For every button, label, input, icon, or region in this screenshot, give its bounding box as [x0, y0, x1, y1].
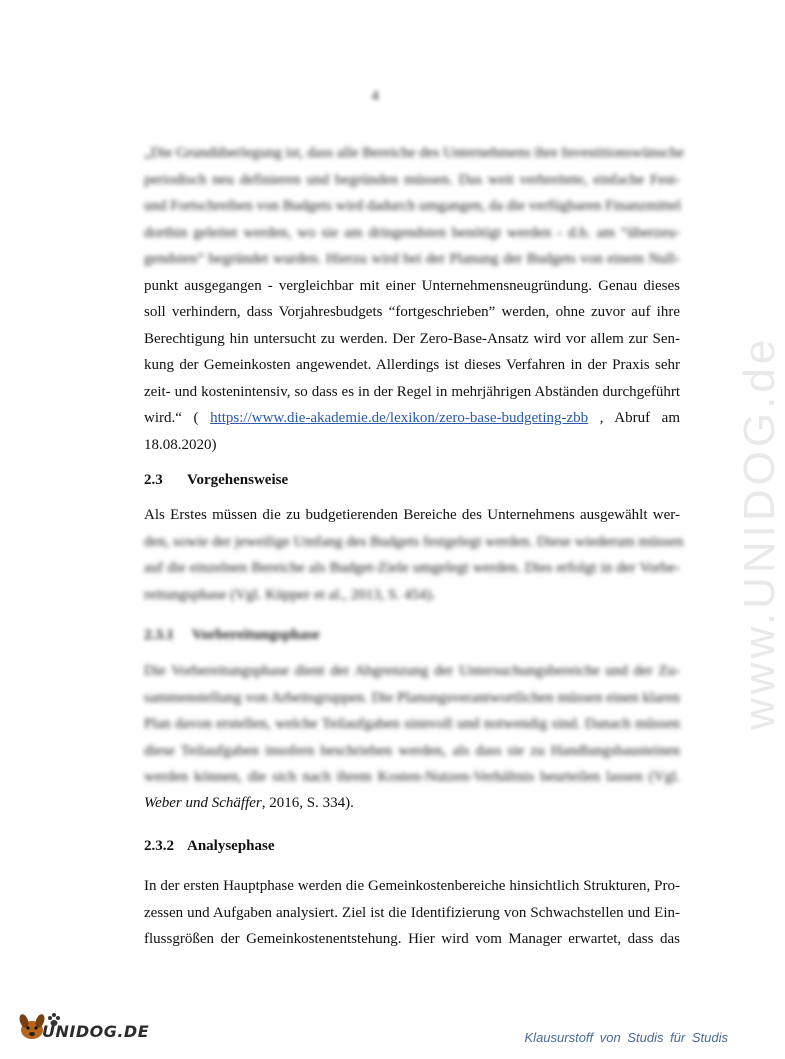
paragraph-2-3-1: [144, 658, 680, 791]
section-title: Vorbereitungsphase: [192, 627, 320, 643]
page-number: 4: [371, 88, 379, 104]
watermark: www.UNIDOG.de: [735, 335, 784, 730]
text-line: sammenstellung von Arbeitsgruppen. Die Planungsverantwortlichen müssen einen klaren: [144, 689, 680, 706]
paragraph-2-3: [144, 502, 684, 608]
text-line: werden können, die sich nach ihrem Kosten-Nutzen-Verhältnis beurteilen lassen (Vgl.: [144, 769, 680, 785]
paragraph-2-3-2: [144, 873, 680, 953]
text-line: punkt ausgegangen - vergleichbar mit einer Unternehmensneugründung. Genau dieses: [144, 277, 680, 294]
text-line: kung der Gemeinkosten angewendet. Allerdings ist dieses Verfahren in der Praxis sehr: [144, 357, 680, 373]
text-line: Als Erstes müssen die zu budgetierenden Bereiche des Unternehmens ausgewählt wer-: [144, 507, 680, 523]
logo-text: UNIDOG.DE: [42, 1022, 150, 1041]
text-line: Berechtigung hin untersucht zu werden. Der Zero-Base-Ansatz wird vor allem zur Sen-: [144, 330, 680, 347]
citation-paragraph: [144, 405, 680, 458]
text-line: soll verhindern, dass Vorjahresbudgets “fortgeschrieben” werden, ohne zuvor auf ihre: [144, 304, 680, 320]
citation-rest: , 2016, S. 334).: [261, 795, 354, 811]
text-line: Die Vorbereitungsphase dient der Abgrenzung der Untersuchungsbereiche und der Zu-: [144, 663, 680, 679]
section-number: 2.3.2: [144, 838, 174, 854]
section-number: 2.3.1: [144, 627, 174, 643]
citation-authors: Weber und Schäffer: [144, 795, 262, 811]
text-line: diese Teilaufgaben insofern beschrieben werden, als dass sie zu Handlungsbausteinen: [144, 742, 680, 759]
section-heading-2-3-1: [144, 625, 320, 645]
section-title: Analysephase: [187, 838, 275, 854]
citation-suffix: , Abruf am: [599, 410, 681, 426]
text-line: reitungsphase (Vgl. Küpper et al., 2013, S. 454).: [144, 586, 436, 603]
citation-date: 18.08.2020): [144, 436, 217, 453]
section-title: Vorgehensweise: [187, 472, 289, 488]
citation-link[interactable]: https://www.die-akademie.de/lexikon/zero-base-budgeting-zbb: [210, 410, 589, 426]
text-line: auf die einzelnen Bereiche als Budget-Ziele umgelegt werden. Dies erfolgt in der Vorbe-: [144, 560, 680, 576]
section-heading-2-3: [144, 470, 288, 490]
text-line: In der ersten Hauptphase werden die Gemeinkostenbereiche hinsichtlich Strukturen, Pro-: [144, 878, 680, 894]
quote-paragraph: [144, 140, 684, 405]
section-heading-2-3-2: [144, 836, 275, 856]
section-number: 2.3: [144, 472, 163, 488]
text-line: zessen und Aufgaben analysiert. Ziel ist die Identifizierung von Schwachstellen und Ein-: [144, 904, 680, 921]
text-line: gendsten” begründet wurden. Hierzu wird bei der Planung der Budgets von einem Null-: [144, 251, 680, 267]
text-line: zeit- und kostenintensiv, so dass es in der Regel in mehrjährigen Abständen durchgeführt: [144, 383, 680, 400]
text-line: dorthin geleitet werden, wo sie am dringendsten benötigt werden - d.h. am “überzeu-: [144, 224, 680, 241]
footer-tagline: Klausurstoff von Studis für Studis: [524, 1030, 728, 1045]
paragraph-2-3-1-end: [144, 790, 680, 817]
text-line: Plan davon erstellen, welche Teilaufgaben sinnvoll und notwendig sind. Danach müssen: [144, 716, 680, 732]
text-line: und Fortschreiben von Budgets wird dadurch umgangen, da die verfügbaren Finanzmittel: [144, 198, 681, 214]
text-line: flussgrößen der Gemeinkostenentstehung. Hier wird vom Manager erwartet, dass das: [144, 931, 680, 947]
text-line: periodisch neu definieren und begründen müssen. Das weit verbreitete, einfache Fest-: [144, 171, 680, 188]
citation-prefix: wird.“ (: [144, 410, 199, 426]
citation-line: [144, 405, 680, 432]
text-line: den, sowie der jeweilige Umfang des Budgets festgelegt werden. Diese wiederum müssen: [144, 533, 684, 550]
text-line: „Die Grundüberlegung ist, dass alle Bereiche des Unternehmens ihre Investitionswünsche: [144, 145, 684, 161]
